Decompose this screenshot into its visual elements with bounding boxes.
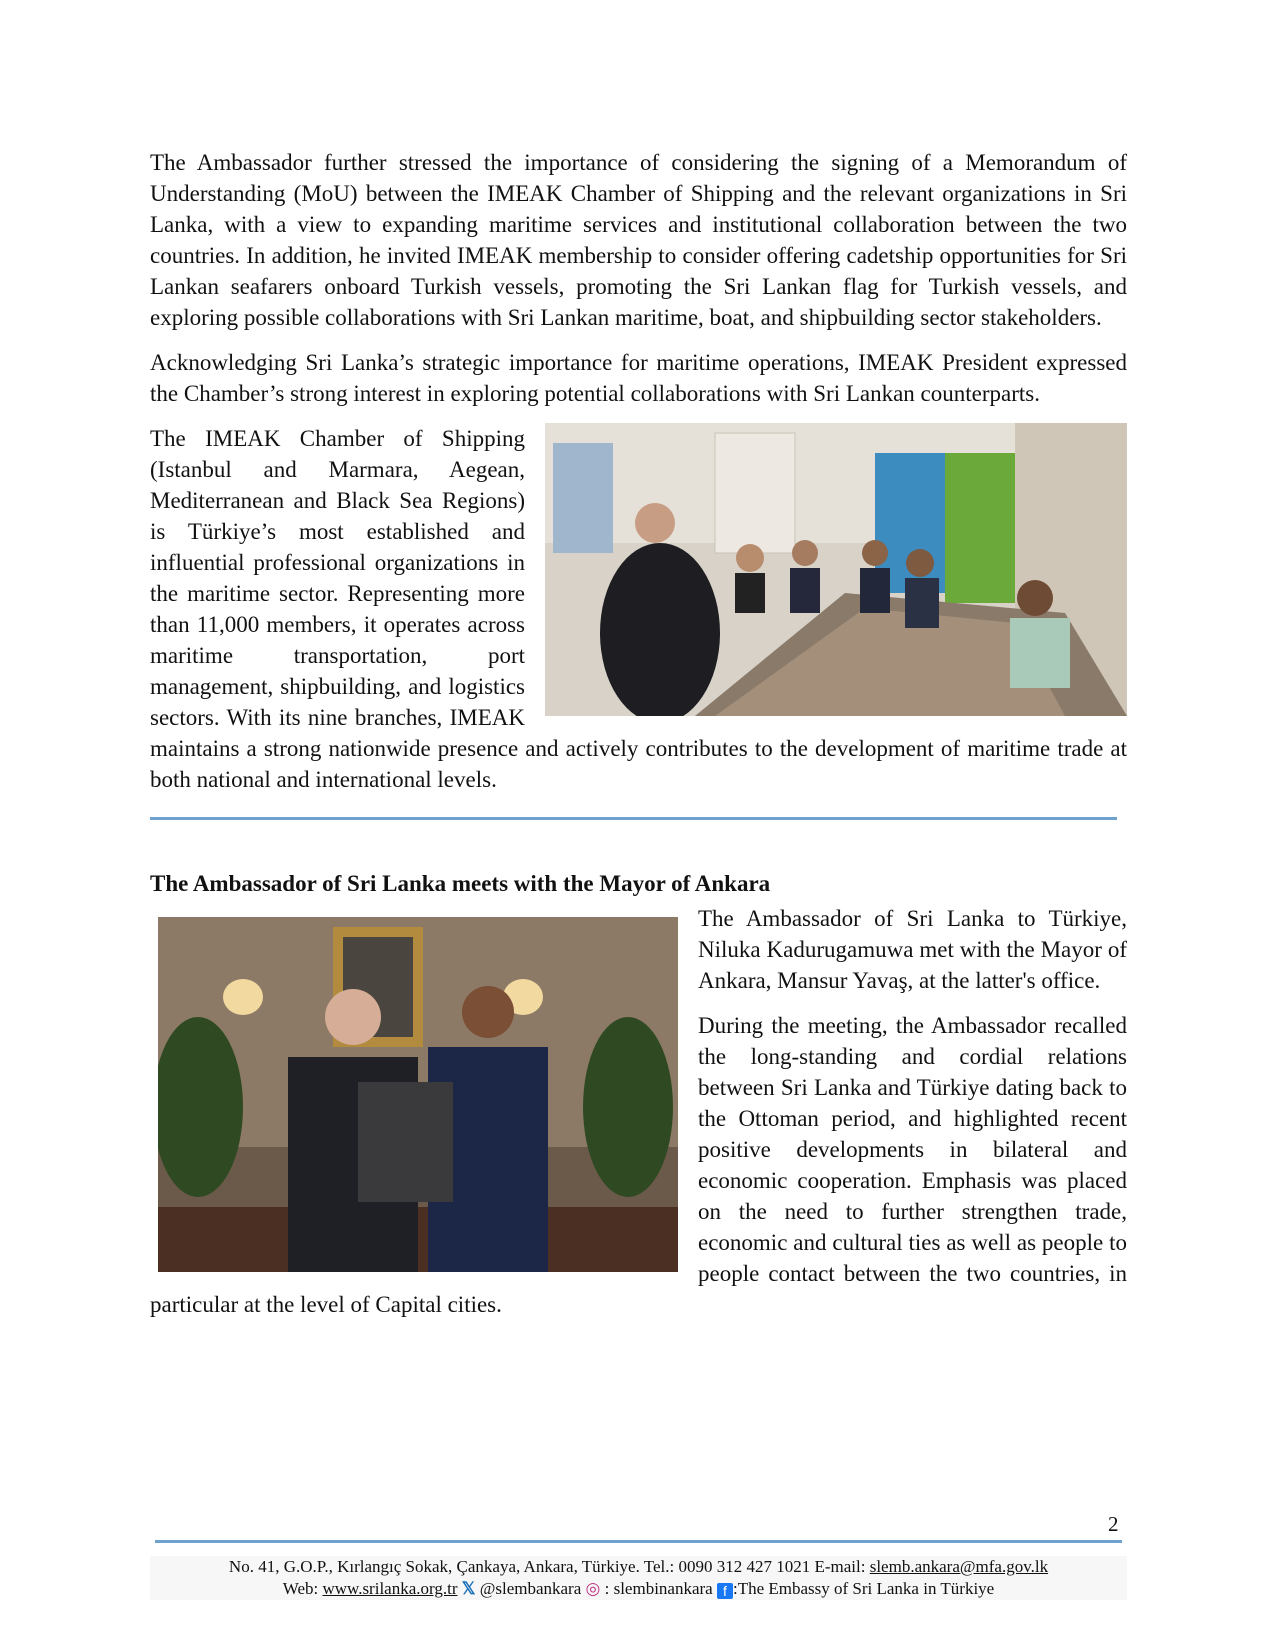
footer-address: No. 41, G.O.P., Kırlangıç Sokak, Çankaya, Ankara, Türkiye. Tel.: 0090 312 427 1021 E-mail:: [228, 1557, 866, 1576]
footer-divider: [155, 1540, 1122, 1543]
footer-line-1: [150, 1556, 1127, 1578]
footer-facebook[interactable]: :The Embassy of Sri Lanka in Türkiye: [732, 1579, 995, 1598]
section-divider: [150, 817, 1117, 820]
meeting-photo-imeak: [545, 423, 1127, 716]
footer: [150, 1556, 1127, 1600]
article1-para1: The Ambassador further stressed the importance of considering the signing of a Memorandum of Understanding (MoU) between the IMEAK Chamber of Shipping and the relevant organizations in Sri Lanka, with a view to expanding maritime services and institutional collaboration between the two countries. In addition, he invited IMEAK membership to consider offering cadetship opportunities for Sri Lankan seafarers onboard Turkish vessels, promoting the Sri Lankan flag for Turkish vessels, and exploring possible collaborations with Sri Lankan maritime, boat, and shipbuilding sector stakeholders.: [150, 150, 1127, 330]
article1-para3: The IMEAK Chamber of Shipping (Istanbul and Marmara, Aegean, Mediterranean and Black Sea Regions) is Türkiye’s most established and influential professional organizations in the maritime sector. Representing more than 11,000 members, it operates across maritime transportation, port management, shipbuilding, and logistics sectors. With its nine branches, IMEAK maintains a strong nationwide presence and actively contributes to the development of maritime trade at both national and international levels.: [150, 426, 1127, 792]
footer-website-link[interactable]: www.srilanka.org.tr: [322, 1579, 458, 1598]
instagram-icon: ◎: [585, 1579, 601, 1598]
footer-line-2: [150, 1578, 1127, 1600]
article2-heading: The Ambassador of Sri Lanka meets with the Mayor of Ankara: [150, 871, 771, 896]
x-icon: 𝕏: [461, 1579, 476, 1598]
page-number: 2: [1108, 1512, 1119, 1536]
footer-instagram[interactable]: : slembinankara: [604, 1579, 713, 1598]
page-content: [150, 147, 1127, 1334]
article2-para2: During the meeting, the Ambassador recalled the long-standing and cordial relations between Sri Lanka and Türkiye dating back to the Ottoman period, and highlighted recent positive developments in bilateral and economic cooperation. Emphasis was placed on the need to further strengthen trade, economic and cultural ties as well as people to people contact between the two countries, in particular at the level of Capital cities.: [150, 1013, 1127, 1317]
facebook-icon: f: [717, 1583, 733, 1599]
article2-para1: The Ambassador of Sri Lanka to Türkiye, Niluka Kadurugamuwa met with the Mayor of Ankara, Mansur Yavaş, at the latter's office.: [698, 906, 1127, 993]
footer-web-label: Web:: [282, 1579, 319, 1598]
footer-email-link[interactable]: slemb.ankara@mfa.gov.lk: [869, 1557, 1049, 1576]
footer-x-handle[interactable]: @slembankara: [479, 1579, 582, 1598]
meeting-photo-mayor: [158, 917, 678, 1272]
article1-para2: Acknowledging Sri Lanka’s strategic importance for maritime operations, IMEAK President expressed the Chamber’s strong interest in exploring potential collaborations with Sri Lankan counterparts.: [150, 350, 1127, 406]
